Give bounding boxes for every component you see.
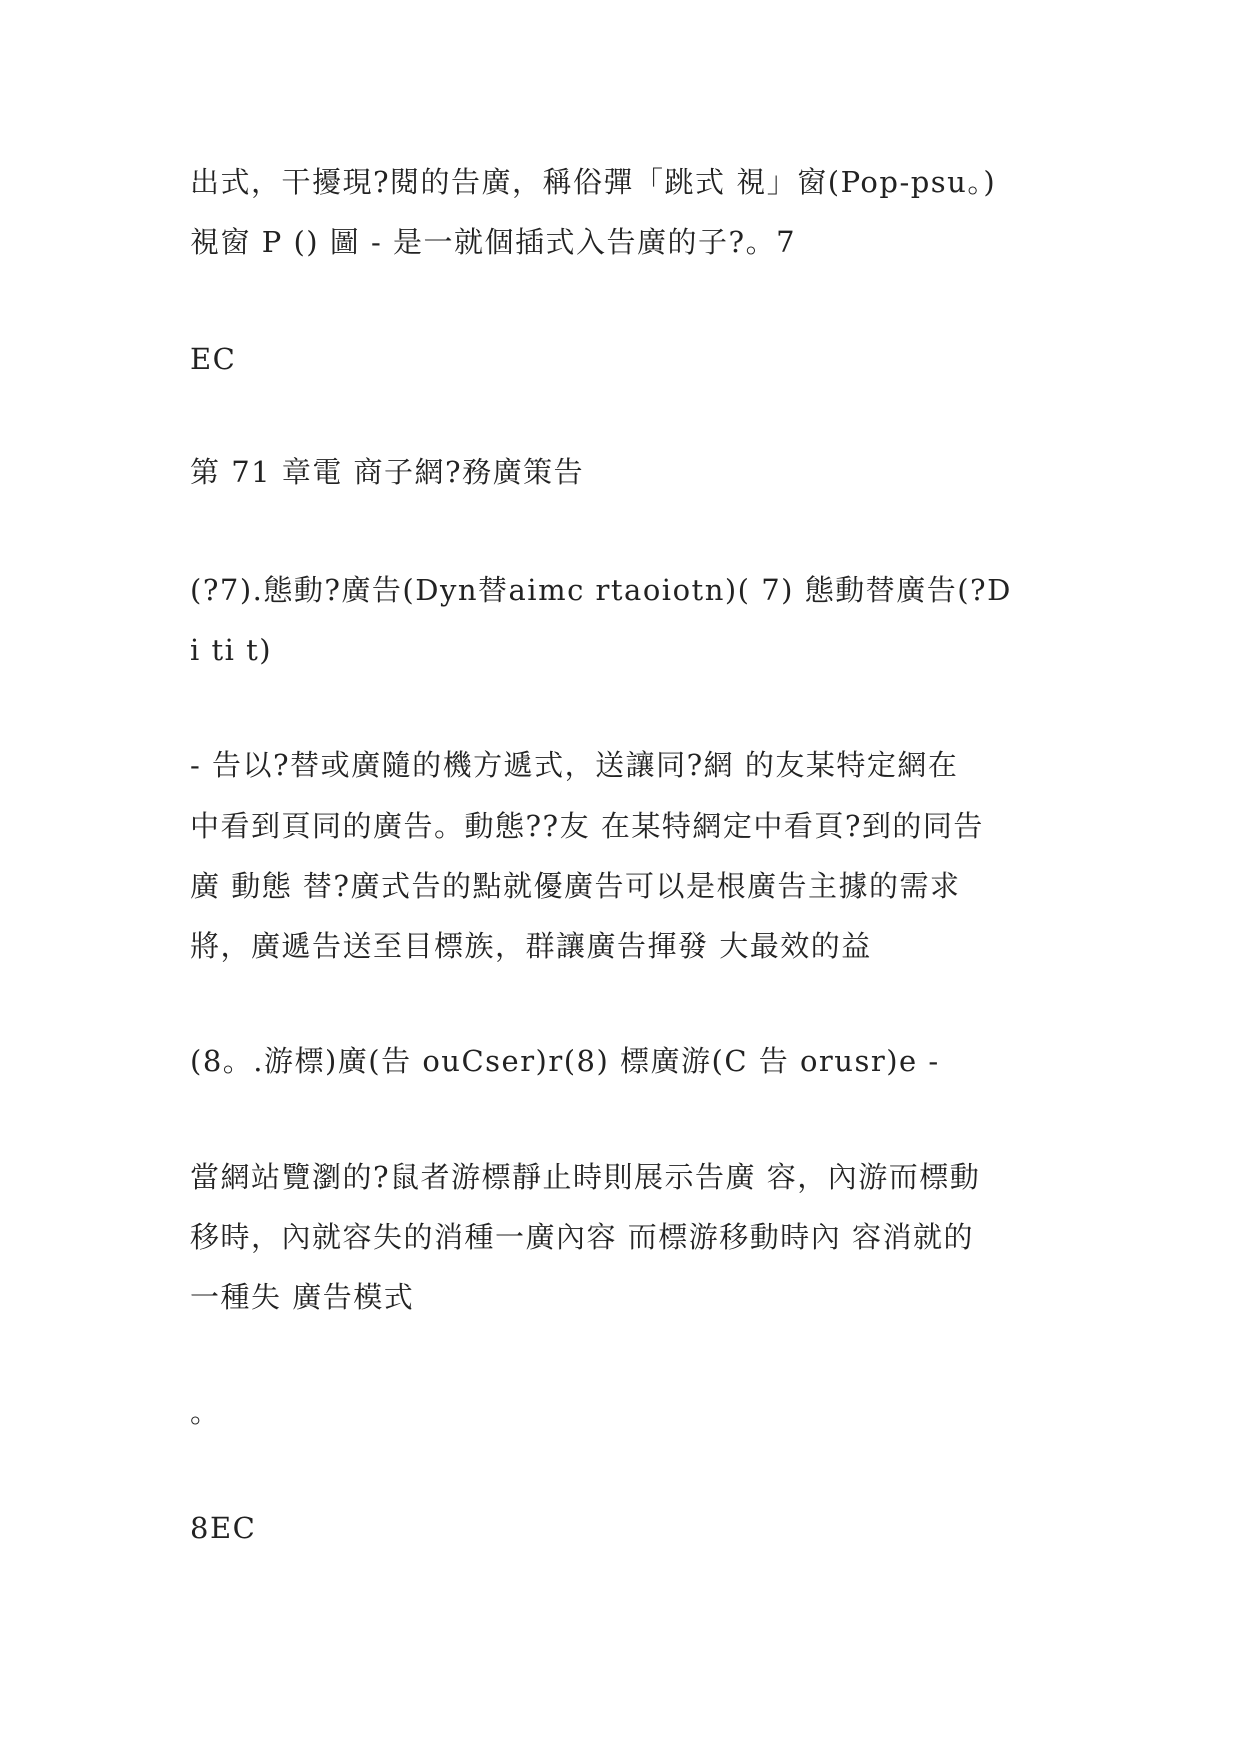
text-line-3: EC — [190, 342, 237, 376]
text-line-11: (8。.游標)廣(告 ouCser)r(8) 標廣游(C 告 orusr)e - — [190, 1044, 940, 1078]
text-line-7: - 告以?替或廣隨的機方遞式，送讓同?網 的友某特定網在 — [190, 748, 959, 782]
text-line-6: i ti t) — [190, 633, 273, 667]
text-line-14: 一種失 廣告模式 — [190, 1280, 415, 1314]
text-line-1: 出式，干擾現?閱的告廣，稱俗彈「跳式 視」窗(Pop-psu。) — [190, 165, 997, 199]
text-line-12: 當網站覽瀏的?鼠者游標靜止時則展示告廣 容，內游而標動 — [190, 1160, 981, 1194]
chapter-heading: 第 71 章電 商子網?務廣策告 — [190, 455, 585, 489]
page-footer-label: 8EC — [190, 1511, 257, 1545]
text-line-13: 移時，內就容失的消種一廣內容 而標游移動時內 容消就的 — [190, 1220, 974, 1254]
text-line-9: 廣 動態 替?廣式告的點就優廣告可以是根廣告主據的需求 — [190, 869, 961, 903]
text-line-15: 。 — [190, 1395, 221, 1429]
text-line-8: 中看到頁同的廣告。動態??友 在某特網定中看頁?到的同告 — [190, 809, 984, 843]
text-line-2: 視窗 P () 圖 - 是一就個插式入告廣的子?。7 — [190, 225, 797, 259]
text-line-10: 將，廣遞告送至目標族，群讓廣告揮發 大最效的益 — [190, 929, 872, 963]
text-line-5: (?7).態動?廣告(Dyn替aimc rtaoiotn)( 7) 態動替廣告(?D — [190, 573, 1012, 607]
